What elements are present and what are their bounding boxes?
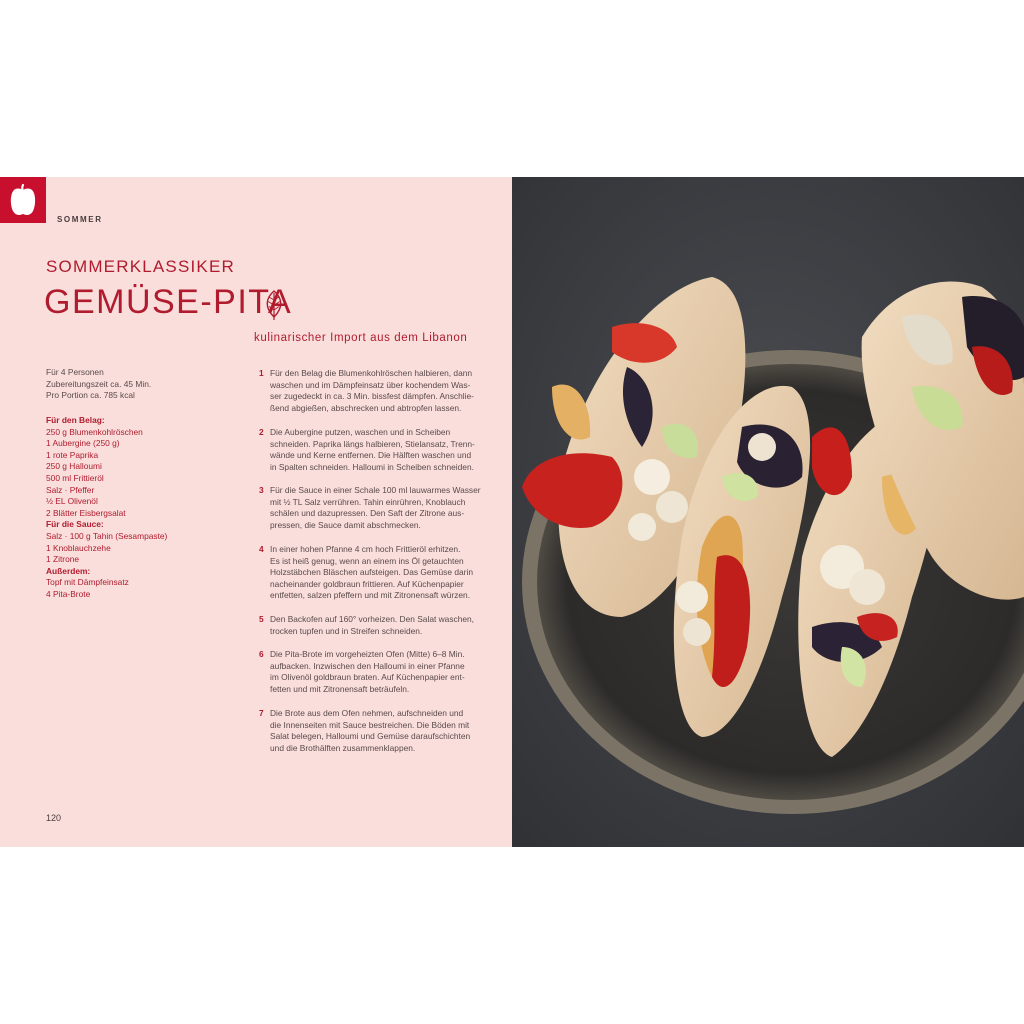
step-line: die Innenseiten mit Sauce bestreichen. Die Böden mit (270, 719, 470, 730)
recipe-kicker: SOMMERKLASSIKER (46, 257, 235, 276)
ingredient-item: ½ EL Olivenöl (46, 496, 98, 507)
step-text (270, 649, 475, 695)
step-line: ser zugedeckt in ca. 3 Min. bissfest dämpfen. Anschlie- (270, 391, 474, 402)
calories: Pro Portion ca. 785 kcal (46, 390, 135, 401)
step-line: entfetten, salzen pfeffern und mit Zitronensaft würzen. (270, 590, 471, 601)
step-line: Den Backofen auf 160° vorheizen. Den Salat waschen, (270, 614, 475, 624)
step-line: waschen und im Dämpfeinsatz über kochendem Was- (270, 379, 471, 390)
step-number: 1 (259, 368, 264, 378)
step-line: Salat belegen, Halloumi und Gemüse daraufschichten (270, 731, 471, 742)
prep-time: Zubereitungszeit ca. 45 Min. (46, 378, 152, 389)
step-line: Die Aubergine putzen, waschen und in Scheiben (270, 427, 451, 437)
step-line: ßend abgießen, abschrecken und abtropfen lassen. (270, 402, 462, 413)
step-line: in Spalten schneiden. Halloumi in Scheiben schneiden. (270, 461, 474, 472)
step-line: pressen, die Sauce damit abschmecken. (270, 519, 421, 530)
category-badge (0, 177, 46, 223)
ingredient-item: 1 Knoblauchzehe (46, 542, 111, 553)
ingredient-heading: Außerdem: (46, 565, 91, 576)
ingredient-item: 1 rote Paprika (46, 449, 99, 460)
book-spread (0, 177, 1024, 847)
step-line: und die Brothälften zusammenklappen. (270, 742, 416, 753)
ingredient-item: Topf mit Dämpfeinsatz (46, 577, 129, 588)
step-line: schneiden. Paprika längs halbieren, Stielansatz, Trenn- (270, 438, 475, 449)
ingredient-item: 250 g Halloumi (46, 461, 102, 472)
ingredient-item: 4 Pita-Brote (46, 588, 91, 599)
step-line: Die Pita-Brote im vorgeheizten Ofen (Mitte) 6–8 Min. (270, 649, 465, 659)
servings: Für 4 Personen (46, 367, 104, 377)
recipe-subtitle: kulinarischer Import aus dem Libanon (254, 332, 468, 344)
step-line: trocken tupfen und in Streifen schneiden. (270, 625, 423, 636)
ingredient-item: 500 ml Frittieröl (46, 472, 104, 483)
step-number: 4 (259, 544, 264, 554)
step-line: mit ½ TL Salz verrühren. Tahin einrühren, Knoblauch (270, 496, 466, 507)
step-number: 3 (259, 485, 264, 495)
pita-photo-illustration (512, 177, 1024, 847)
step-line: fetten und mit Zitronensaft beträufeln. (270, 683, 410, 694)
ingredient-item: 250 g Blumenkohlröschen (46, 426, 143, 437)
step-line: im Olivenöl goldbraun braten. Auf Küchenpapier ent- (270, 672, 465, 683)
recipe-page (0, 177, 512, 847)
step-text (270, 544, 475, 602)
food-photo (512, 177, 1024, 847)
recipe-title: GEMÜSE-PITA (44, 283, 293, 321)
step-line: Für die Sauce in einer Schale 100 ml lauwarmes Wasser (270, 485, 481, 495)
ingredient-item: 2 Blätter Eisbergsalat (46, 507, 126, 518)
step-number: 5 (259, 614, 264, 624)
ingredient-item: Salz · 100 g Tahin (Sesampaste) (46, 530, 168, 541)
recipe-meta (46, 367, 236, 402)
step-line: schälen und dazupressen. Den Saft der Zitrone aus- (270, 508, 465, 519)
pepper-icon (9, 183, 37, 217)
step-line: nacheinander goldbraun frittieren. Auf Küchenpapier (270, 578, 464, 589)
ingredient-list (46, 415, 246, 601)
step-text (270, 485, 481, 531)
step-number: 7 (259, 708, 264, 718)
step-line: wände und Kerne entfernen. Die Hälften waschen und (270, 450, 472, 461)
ingredient-item: Salz · Pfeffer (46, 484, 95, 495)
step-line: In einer hohen Pfanne 4 cm hoch Frittieröl erhitzen. (270, 544, 461, 554)
step-line: Es ist heiß genug, wenn an einem ins Öl getauchten (270, 555, 464, 566)
step-text (270, 614, 475, 637)
step-number: 6 (259, 649, 264, 659)
section-label: SOMMER (57, 215, 103, 224)
step-number: 2 (259, 427, 264, 437)
step-line: Für den Belag die Blumenkohlröschen halbieren, dann (270, 368, 473, 378)
step-line: Die Brote aus dem Ofen nehmen, aufschneiden und (270, 708, 464, 718)
step-text (270, 427, 475, 473)
step-text (270, 708, 475, 754)
page-number: 120 (46, 813, 62, 823)
ingredient-heading: Für den Belag: (46, 415, 105, 425)
ingredient-item: 1 Zitrone (46, 554, 80, 565)
step-line: Holzstäbchen Bläschen aufsteigen. Das Gemüse darin (270, 567, 473, 578)
ingredient-heading: Für die Sauce: (46, 519, 104, 530)
ingredient-item: 1 Aubergine (250 g) (46, 438, 120, 449)
step-line: aufbacken. Inzwischen den Halloumi in einer Pfanne (270, 660, 465, 671)
leaf-icon (262, 289, 286, 321)
step-text (270, 368, 475, 414)
